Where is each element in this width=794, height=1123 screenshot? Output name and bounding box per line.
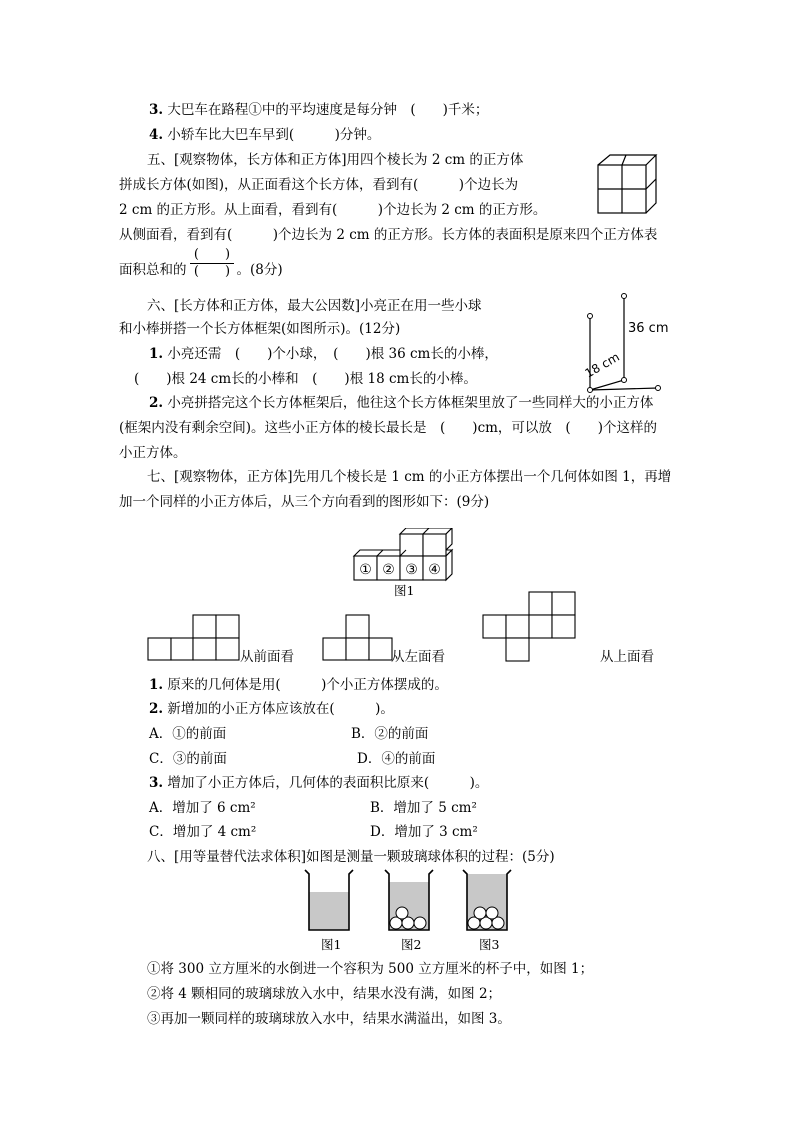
q3-item-4: 4. 小轿车比大巴车早到( )分钟。 [149, 127, 381, 143]
beaker-caption-2: 图2 [401, 937, 422, 952]
q6-sub1-line2: ( )根 24 cm长的小棒和 ( )根 18 cm长的小棒。 [134, 371, 477, 387]
q7-sub3-option-c: C．增加了 4 cm² [149, 824, 257, 840]
q3-item-3: 3. 大巴车在路程①中的平均速度是每分钟 ( )千米； [149, 102, 489, 118]
q6-sub2-line1: 2. 小亮拼搭完这个长方体框架后，他往这个长方体框架里放了一些同样大的小正方体 [149, 395, 654, 411]
left-view-caption: 从左面看 [391, 649, 445, 665]
q8-step-1: ①将 300 立方厘米的水倒进一个容积为 500 立方厘米的杯子中，如图 1； [147, 961, 594, 977]
q7-sub2-option-c: C．③的前面 [149, 751, 227, 767]
q7-line-1: 七、[观察物体，正方体]先用几个棱长是 1 cm 的小正方体摆出一个几何体如图 1，再增 [147, 469, 672, 485]
cube-label-2: ② [382, 562, 395, 578]
q7-figure-1 [352, 528, 462, 584]
q6-sub1-line1: 1. 小亮还需 ( )个小球， ( )根 36 cm长的小棒， [149, 346, 498, 362]
q5-line-5: 面积总和的 。(8分) [119, 262, 283, 278]
beaker-caption-1: 图1 [321, 937, 342, 952]
beaker-caption-3: 图3 [479, 937, 500, 952]
cube-label-4: ④ [428, 562, 441, 578]
q7-sub2: 2. 新增加的小正方体应该放在( )。 [149, 701, 394, 717]
q5-line-4: 从侧面看，看到有( )个边长为 2 cm 的正方形。长方体的表面积是原来四个正方体表 [119, 227, 658, 243]
q7-sub1: 1. 原来的几何体是用( )个小正方体摆成的。 [149, 677, 448, 693]
q6-sub2-line3: 小正方体。 [119, 445, 187, 461]
beaker-figure-2 [383, 868, 437, 934]
left-view-figure [322, 614, 394, 662]
label-36cm: 36 cm [628, 321, 669, 336]
beaker-figure-3 [461, 868, 515, 934]
q6-line-2: 和小棒拼搭一个长方体框架(如图所示)。(12分) [119, 321, 401, 337]
top-view-caption: 从上面看 [600, 649, 654, 665]
q5-line-3: 2 cm 的正方形。从上面看，看到有( )个边长为 2 cm 的正方形。 [119, 202, 547, 218]
q5-line-2: 拼成长方体(如图)，从正面看这个长方体，看到有( )个边长为 [119, 177, 519, 193]
q8-title: 八、[用等量替代法求体积]如图是测量一颗玻璃球体积的过程：(5分) [147, 849, 555, 865]
beaker-figure-1 [303, 868, 357, 934]
q5-cuboid-figure [594, 153, 660, 217]
top-view-figure [482, 591, 578, 663]
q5-line-1: 五、[观察物体，长方体和正方体]用四个棱长为 2 cm 的正方体 [147, 152, 524, 168]
q8-step-3: ③再加一颗同样的玻璃球放入水中，结果水满溢出，如图 3。 [147, 1011, 511, 1027]
front-view-figure [147, 614, 241, 662]
q7-sub3-option-d: D．增加了 3 cm² [370, 824, 478, 840]
q7-sub3: 3. 增加了小正方体后，几何体的表面积比原来( )。 [149, 775, 489, 791]
q7-sub2-option-a: A．①的前面 [149, 726, 227, 742]
q6-sub2-line2: (框架内没有剩余空间)。这些小正方体的棱长最长是 ( )cm，可以放 ( )个这样的 [119, 420, 657, 436]
q7-line-2: 加一个同样的小正方体后，从三个方向看到的图形如下：(9分) [119, 494, 490, 510]
fig1-caption: 图1 [394, 583, 415, 598]
q7-sub2-option-b: B．②的前面 [351, 726, 429, 742]
q7-sub3-option-a: A．增加了 6 cm² [149, 800, 256, 816]
cube-label-3: ③ [405, 562, 418, 578]
q7-sub3-option-b: B．增加了 5 cm² [370, 800, 477, 816]
front-view-caption: 从前面看 [240, 649, 294, 665]
q6-line-1: 六、[长方体和正方体，最大公因数]小亮正在用一些小球 [147, 298, 482, 314]
q7-sub2-option-d: D．④的前面 [357, 751, 436, 767]
q8-step-2: ②将 4 颗相同的玻璃球放入水中，结果水没有满，如图 2； [147, 986, 502, 1002]
label-18cm: 18 cm [582, 349, 622, 381]
q6-frame-figure [576, 288, 676, 398]
cube-label-1: ① [359, 562, 372, 578]
q5-fraction: ( ) ( ) [190, 248, 234, 279]
